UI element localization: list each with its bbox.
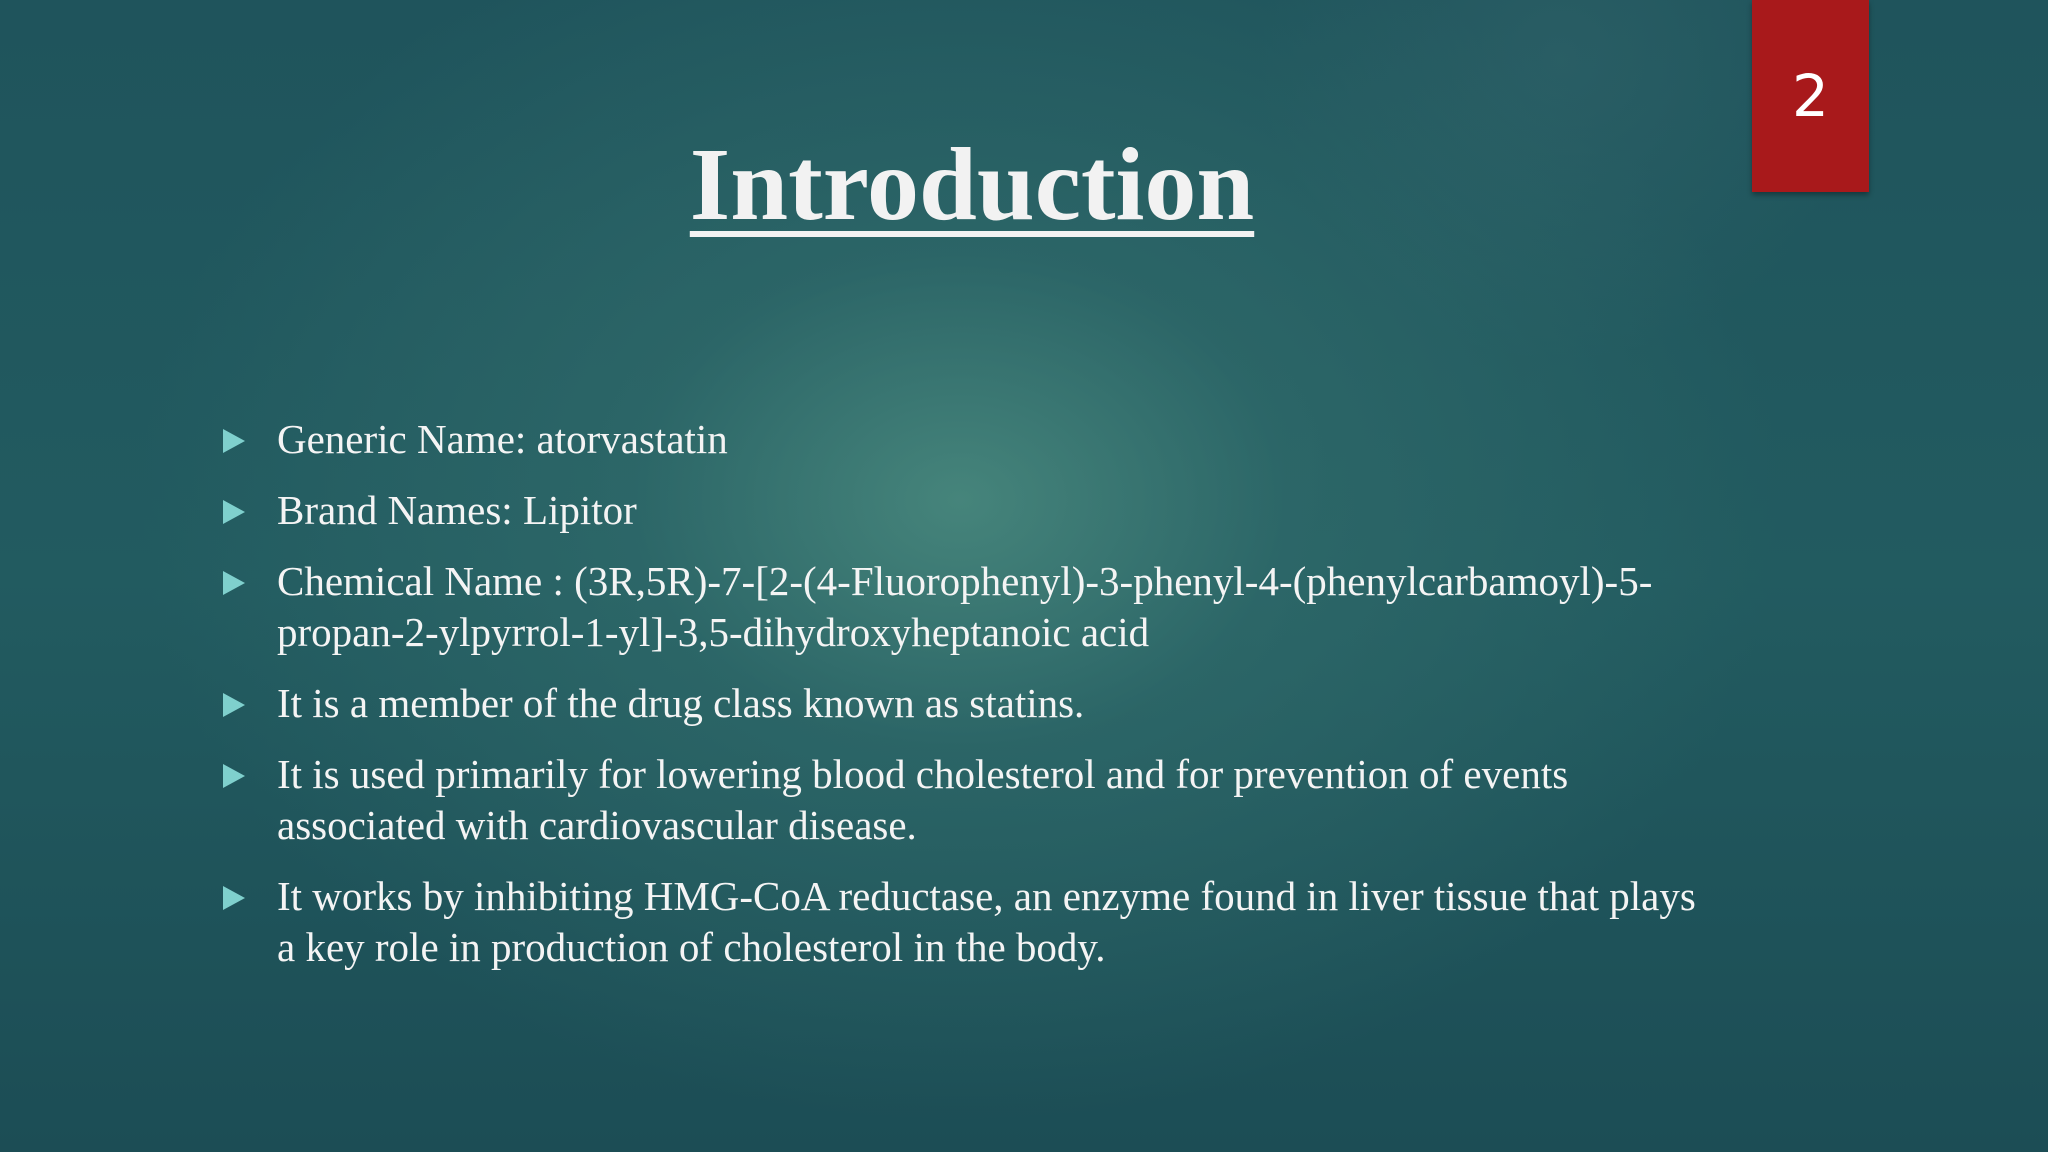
bullet-text: Brand Names: Lipitor [277,487,637,533]
bullet-text: It works by inhibiting HMG-CoA reductase, an enzyme found in liver tissue that plays a key role in production of cholesterol in the body. [277,873,1696,970]
bullet-primary-use [220,749,1720,851]
bullet-drug-class [220,678,1720,729]
page-number: 2 [1792,62,1829,130]
bullet-text: It is a member of the drug class known as statins. [277,680,1085,726]
triangle-right-icon [223,429,245,453]
bullet-text: Chemical Name : (3R,5R)-7-[2-(4-Fluorophenyl)-3-phenyl-4-(phenylcarbamoyl)-5-propan-2-ylpyrrol-1-yl]-3,5-dihydroxyheptanoic acid [277,558,1653,655]
bullet-text: Generic Name: atorvastatin [277,416,728,462]
bullet-mechanism [220,871,1720,973]
slide-title: Introduction [689,127,1255,242]
bullet-text: It is used primarily for lowering blood cholesterol and for prevention of events associated with cardiovascular disease. [277,751,1569,848]
bullet-brand-names [220,485,1720,536]
triangle-right-icon [223,500,245,524]
bullet-generic-name [220,414,1720,465]
triangle-right-icon [223,571,245,595]
triangle-right-icon [223,886,245,910]
bullet-chemical-name [220,556,1720,658]
bullet-list [220,414,1720,993]
triangle-right-icon [223,693,245,717]
triangle-right-icon [223,764,245,788]
